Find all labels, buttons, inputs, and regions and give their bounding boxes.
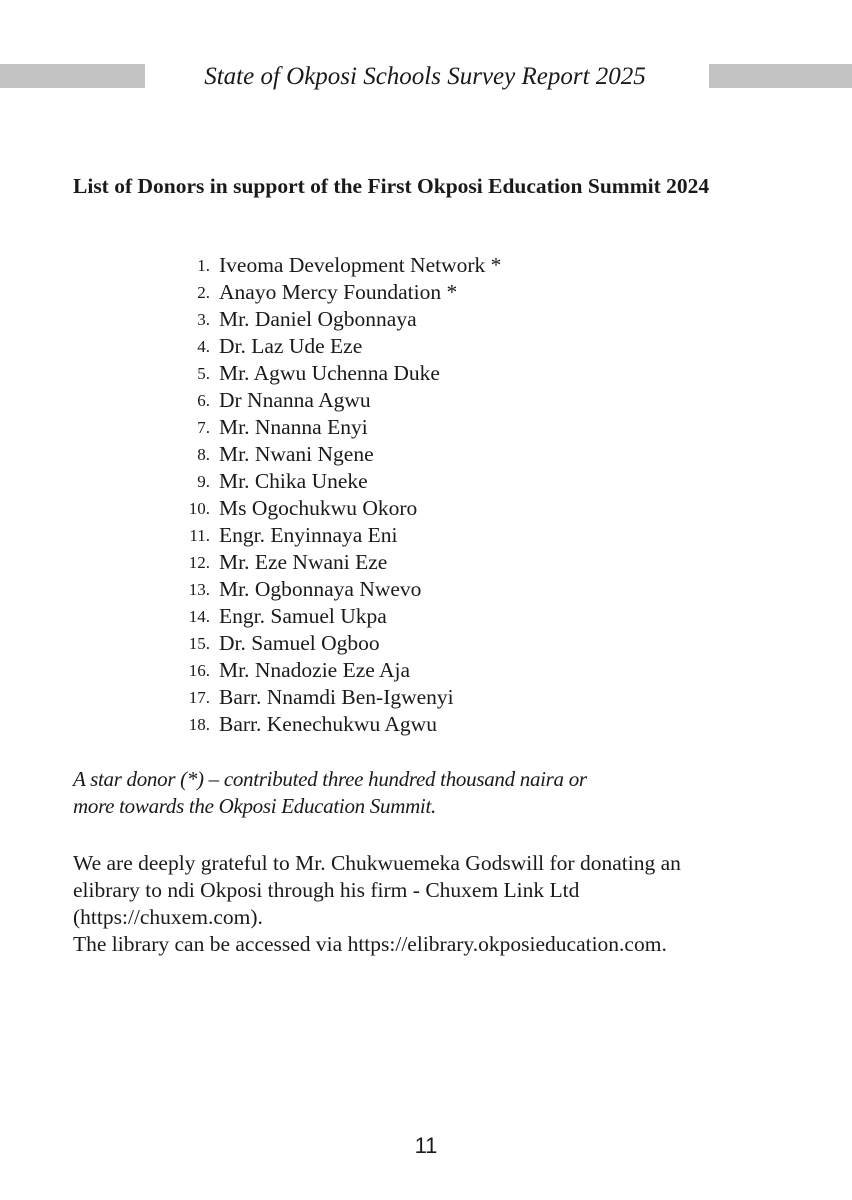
- donor-item: [170, 603, 501, 630]
- donor-number: 5.: [197, 364, 210, 383]
- acknowledgement-line: We are deeply grateful to Mr. Chukwuemeka Godswill for donating an: [73, 851, 681, 875]
- donor-item: [170, 711, 501, 738]
- donor-number: 13.: [188, 580, 210, 599]
- star-note-line: A star donor (*) – contributed three hundred thousand naira or: [73, 767, 587, 791]
- donor-name: Anayo Mercy Foundation *: [219, 280, 458, 304]
- acknowledgement-line: The library can be accessed via https://elibrary.okposieducation.com.: [73, 932, 667, 956]
- donor-item: [170, 252, 501, 279]
- donor-number: 11.: [189, 526, 210, 545]
- donor-item: [170, 468, 501, 495]
- header-title: State of Okposi Schools Survey Report 2025: [204, 63, 646, 90]
- donor-number: 6.: [197, 391, 210, 410]
- donor-name: Ms Ogochukwu Okoro: [219, 496, 418, 520]
- donor-number: 18.: [188, 715, 210, 734]
- donor-number: 8.: [197, 445, 210, 464]
- donor-item: [170, 522, 501, 549]
- donor-number: 16.: [188, 661, 210, 680]
- donor-item: [170, 387, 501, 414]
- donor-name: Mr. Ogbonnaya Nwevo: [219, 577, 422, 601]
- acknowledgement-line: (https://chuxem.com).: [73, 905, 263, 929]
- star-note-line: more towards the Okposi Education Summit.: [73, 794, 436, 818]
- donor-name: Mr. Agwu Uchenna Duke: [219, 361, 440, 385]
- donor-name: Barr. Kenechukwu Agwu: [219, 712, 437, 736]
- donor-name: Mr. Nnanna Enyi: [219, 415, 368, 439]
- donor-item: [170, 441, 501, 468]
- donor-name: Dr. Laz Ude Eze: [219, 334, 363, 358]
- donor-number: 7.: [197, 418, 210, 437]
- donor-number: 10.: [188, 499, 210, 518]
- page-number: 11: [414, 1133, 438, 1158]
- donor-number: 17.: [188, 688, 210, 707]
- section-heading: List of Donors in support of the First Okposi Education Summit 2024: [73, 174, 710, 198]
- donor-item: [170, 684, 501, 711]
- donor-number: 3.: [197, 310, 210, 329]
- donor-name: Dr. Samuel Ogboo: [219, 631, 380, 655]
- donor-name: Mr. Nnadozie Eze Aja: [219, 658, 411, 682]
- donor-list: [170, 252, 501, 738]
- donor-item: [170, 279, 501, 306]
- donor-number: 14.: [188, 607, 210, 626]
- header-bar-right: [709, 64, 852, 88]
- donor-name: Iveoma Development Network *: [219, 253, 502, 277]
- donor-name: Engr. Samuel Ukpa: [219, 604, 387, 628]
- donor-number: 9.: [197, 472, 210, 491]
- donor-item: [170, 360, 501, 387]
- acknowledgement-line: elibrary to ndi Okposi through his firm - Chuxem Link Ltd: [73, 878, 580, 902]
- donor-number: 12.: [188, 553, 210, 572]
- acknowledgement-paragraph: [73, 850, 833, 958]
- donor-item: [170, 657, 501, 684]
- donor-name: Mr. Chika Uneke: [219, 469, 368, 493]
- donor-number: 4.: [197, 337, 210, 356]
- donor-name: Mr. Nwani Ngene: [219, 442, 374, 466]
- donor-item: [170, 576, 501, 603]
- donor-item: [170, 495, 501, 522]
- star-donor-note: [73, 766, 793, 820]
- donor-item: [170, 333, 501, 360]
- donor-name: Engr. Enyinnaya Eni: [219, 523, 398, 547]
- donor-item: [170, 306, 501, 333]
- donor-item: [170, 549, 501, 576]
- donor-number: 2.: [197, 283, 210, 302]
- donor-item: [170, 414, 501, 441]
- donor-name: Mr. Eze Nwani Eze: [219, 550, 388, 574]
- donor-name: Mr. Daniel Ogbonnaya: [219, 307, 417, 331]
- donor-number: 1.: [197, 256, 210, 275]
- donor-name: Dr Nnanna Agwu: [219, 388, 371, 412]
- donor-name: Barr. Nnamdi Ben-Igwenyi: [219, 685, 454, 709]
- donor-item: [170, 630, 501, 657]
- donor-number: 15.: [188, 634, 210, 653]
- header-bar-left: [0, 64, 145, 88]
